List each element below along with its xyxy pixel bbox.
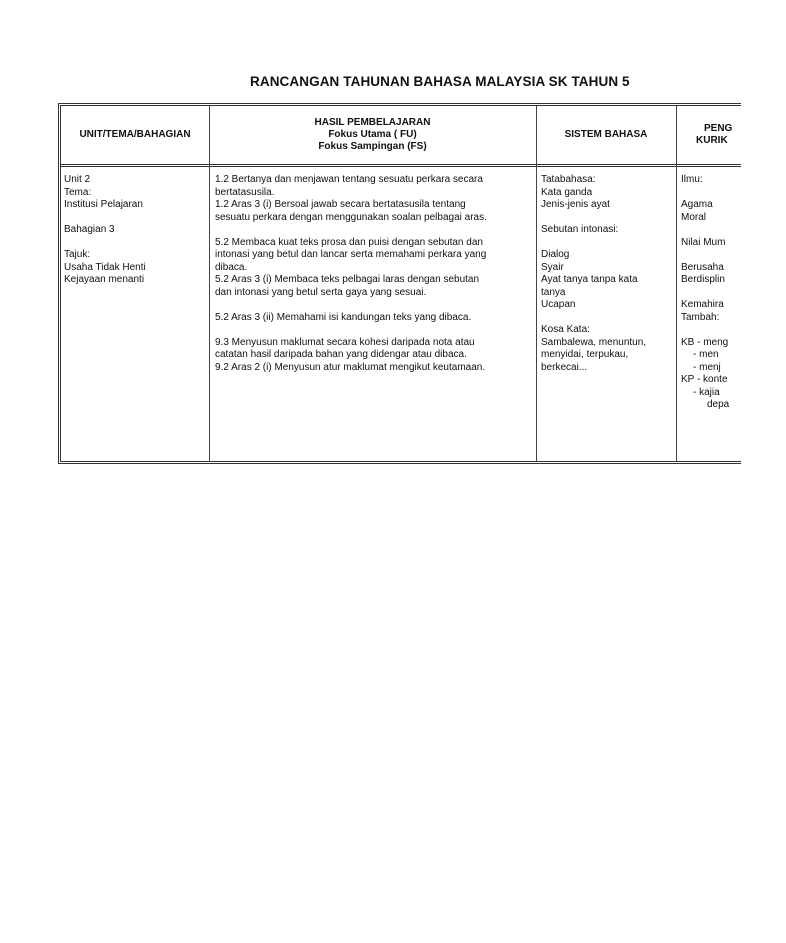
- header-hasil: [209, 106, 536, 164]
- header-peng-line2: KURIK: [696, 135, 728, 146]
- sistem-line: tanya: [541, 286, 566, 298]
- unit-line: Institusi Pelajaran: [64, 199, 143, 210]
- peng-line: Berusaha: [681, 261, 724, 273]
- peng-line: depa: [707, 399, 730, 410]
- document-title: RANCANGAN TAHUNAN BAHASA MALAYSIA SK TAHUN 5: [250, 74, 630, 89]
- peng-line: - kajia: [693, 386, 720, 398]
- hasil-line: 1.2 Bertanya dan menjawan tentang sesuatu perkara secara: [215, 174, 483, 185]
- header-unit-label: UNIT/TEMA/BAHAGIAN: [79, 129, 191, 140]
- hasil-line: 5.2 Aras 3 (i) Membaca teks pelbagai laras dengan sebutan: [215, 274, 480, 285]
- sistem-line: Kosa Kata:: [541, 324, 590, 335]
- hasil-column: [215, 174, 487, 374]
- peng-line: Tambah:: [681, 311, 720, 323]
- peng-line: Ilmu:: [681, 174, 703, 185]
- hasil-line: 1.2 Aras 3 (i) Bersoal jawab secara bertatasusila tentang: [215, 199, 466, 210]
- header-sistem: [536, 106, 676, 164]
- sistem-line: menyidai, terpukau,: [541, 349, 629, 360]
- header-peng: [676, 106, 786, 164]
- hasil-line: 5.2 Aras 3 (ii) Memahami isi kandungan teks yang dibaca.: [215, 311, 472, 323]
- header-unit: [61, 106, 209, 164]
- unit-column: [64, 174, 146, 287]
- unit-line: Usaha Tidak Henti: [64, 261, 146, 273]
- unit-line: Tajuk:: [64, 249, 91, 260]
- header-peng-line1: PENG: [704, 123, 733, 134]
- sistem-line: Kata ganda: [541, 186, 593, 198]
- hasil-line: 5.2 Membaca kuat teks prosa dan puisi dengan sebutan dan: [215, 236, 483, 248]
- sistem-line: Sebutan intonasi:: [541, 224, 619, 235]
- rancangan-table: [58, 103, 741, 464]
- hasil-line: 9.2 Aras 2 (i) Menyusun atur maklumat mengikut keutamaan.: [215, 361, 486, 373]
- header-hasil-fu: Fokus Utama ( FU): [328, 129, 417, 140]
- header-hasil-fs: Fokus Sampingan (FS): [318, 141, 427, 152]
- sistem-line: Dialog: [541, 249, 570, 260]
- hasil-line: intonasi yang betul dan lancar serta memahami perkara yang: [215, 249, 487, 260]
- unit-line: Unit 2: [64, 174, 91, 185]
- peng-line: Nilai Mum: [681, 236, 726, 248]
- peng-line: KB - meng: [681, 336, 729, 348]
- peng-line: Kemahira: [681, 299, 724, 310]
- hasil-line: 9.3 Menyusun maklumat secara kohesi daripada nota atau: [215, 336, 475, 348]
- sistem-line: Tatabahasa:: [541, 174, 596, 185]
- sistem-line: Ayat tanya tanpa kata: [541, 274, 638, 285]
- hasil-line: sesuatu perkara dengan menggunakan soalan pelbagai aras.: [215, 211, 487, 223]
- unit-line: Kejayaan menanti: [64, 274, 145, 285]
- hasil-line: bertatasusila.: [215, 186, 275, 198]
- peng-line: Agama: [681, 199, 713, 210]
- sistem-line: Jenis-jenis ayat: [541, 199, 610, 210]
- header-sistem-label: SISTEM BAHASA: [564, 129, 648, 140]
- sistem-column: [541, 174, 646, 374]
- peng-line: - men: [693, 349, 719, 360]
- hasil-line: dan intonasi yang betul serta gaya yang sesuai.: [215, 286, 427, 298]
- header-hasil-title: HASIL PEMBELAJARAN: [314, 117, 431, 128]
- peng-line: Moral: [681, 211, 707, 223]
- hasil-line: dibaca.: [215, 261, 248, 273]
- sistem-line: berkecai...: [541, 361, 588, 373]
- hasil-line: catatan hasil daripada bahan yang didengar atau dibaca.: [215, 349, 467, 360]
- sistem-line: Ucapan: [541, 299, 576, 310]
- unit-line: Bahagian 3: [64, 224, 115, 235]
- sistem-line: Syair: [541, 261, 564, 273]
- unit-line: Tema:: [64, 186, 92, 198]
- peng-column: [681, 174, 729, 412]
- peng-line: KP - konte: [681, 374, 728, 385]
- peng-line: Berdisplin: [681, 274, 725, 285]
- peng-line: - menj: [693, 361, 721, 373]
- sistem-line: Sambalewa, menuntun,: [541, 336, 647, 348]
